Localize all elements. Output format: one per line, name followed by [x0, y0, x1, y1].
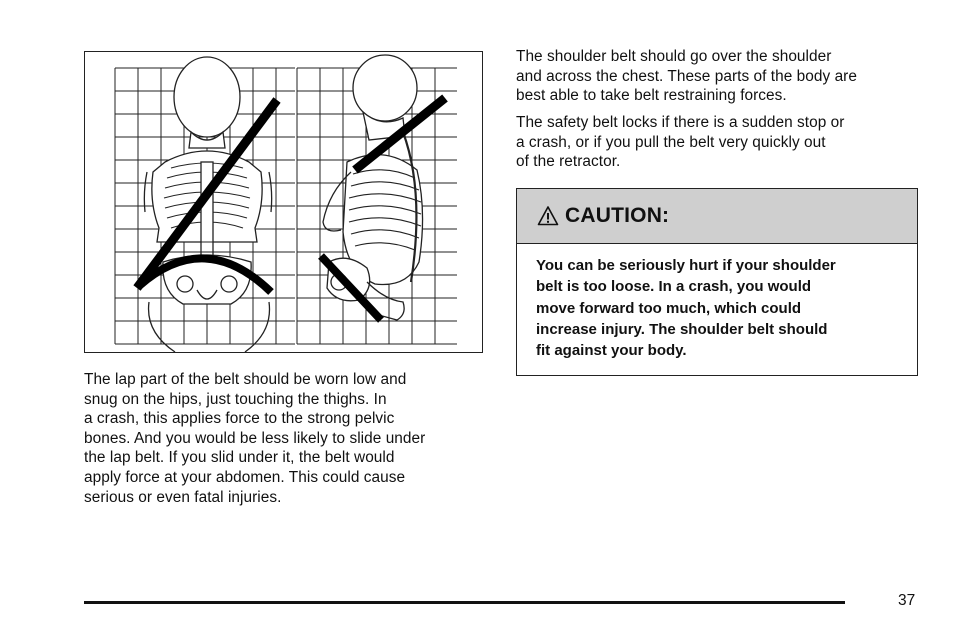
shoulder-belt-paragraph: [516, 47, 857, 106]
caution-box: [516, 188, 918, 376]
caution-line: You can be seriously hurt if your shoulder: [536, 257, 836, 274]
text-line: snug on the hips, just touching the thighs. In: [84, 390, 387, 408]
page-number: 37: [898, 592, 916, 609]
caution-text: [517, 244, 917, 361]
skeleton-belt-drawing: [85, 52, 484, 354]
caution-line: belt is too loose. In a crash, you would: [536, 278, 812, 296]
text-line: of the retractor.: [516, 153, 621, 171]
caution-line: increase injury. The shoulder belt should: [536, 320, 828, 338]
footer-rule: [84, 601, 845, 604]
text-line: a crash, or if you pull the belt very quickly out: [516, 133, 826, 151]
caution-line: move forward too much, which could: [536, 299, 802, 317]
text-line: the lap belt. If you slid under it, the belt would: [84, 449, 395, 467]
lap-belt-paragraph: [84, 370, 425, 507]
caution-line: fit against your body.: [536, 342, 687, 360]
side-skeleton: [323, 55, 423, 320]
belt-lock-paragraph: [516, 113, 844, 172]
text-line: best able to take belt restraining forces.: [516, 87, 787, 105]
text-line: and across the chest. These parts of the body are: [516, 67, 857, 85]
seat-belt-illustration: [84, 51, 483, 353]
text-line: serious or even fatal injuries.: [84, 488, 282, 506]
text-line: The shoulder belt should go over the shoulder: [516, 48, 832, 65]
text-line: bones. And you would be less likely to slide under: [84, 429, 426, 447]
caution-title: CAUTION:: [565, 204, 670, 227]
text-line: a crash, this applies force to the strong pelvic: [84, 410, 395, 428]
text-line: The lap part of the belt should be worn low and: [84, 371, 407, 388]
text-line: The safety belt locks if there is a sudden stop or: [516, 114, 845, 131]
text-line: apply force at your abdomen. This could cause: [84, 468, 406, 486]
caution-header: [517, 189, 917, 244]
warning-triangle-icon: [537, 205, 559, 227]
